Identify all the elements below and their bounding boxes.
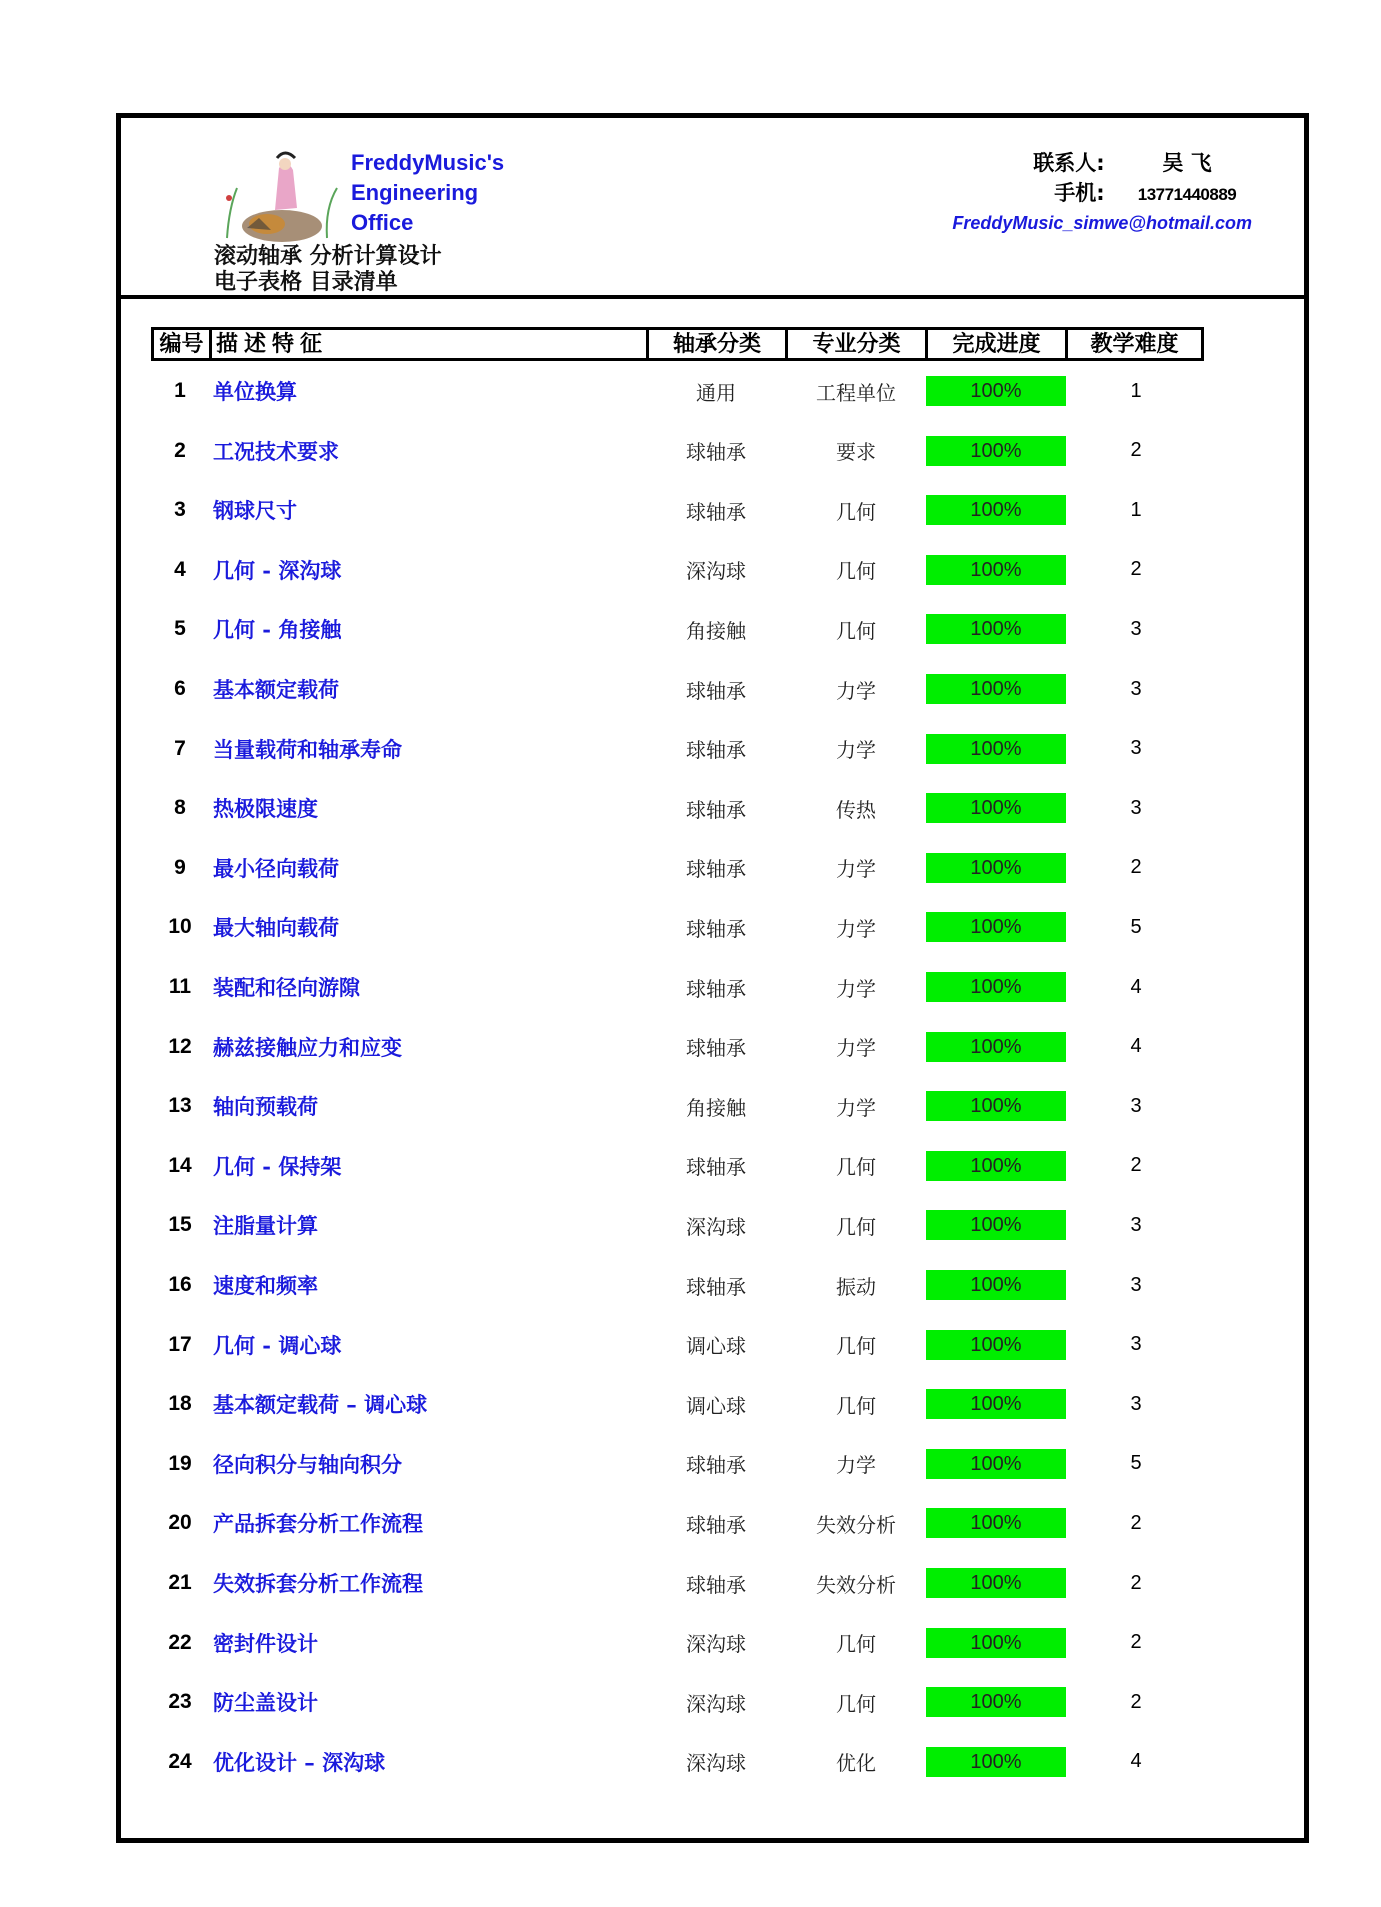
- row-description-link[interactable]: 最大轴向载荷: [213, 915, 339, 941]
- row-difficulty: 1: [1130, 379, 1142, 402]
- progress-cell: [926, 1687, 1066, 1717]
- row-difficulty: 4: [1130, 1035, 1142, 1058]
- table-row: [151, 967, 1211, 1007]
- table-row: [151, 431, 1211, 471]
- row-discipline: 传热: [836, 797, 876, 822]
- row-difficulty: 5: [1130, 915, 1142, 938]
- row-bearing-type: 深沟球: [686, 1691, 746, 1716]
- row-description-link[interactable]: 基本额定载荷 – 调心球: [213, 1392, 428, 1418]
- row-difficulty: 3: [1130, 677, 1142, 700]
- row-bearing-type: 调心球: [686, 1334, 746, 1359]
- row-discipline: 要求: [836, 440, 876, 465]
- progress-badge: 100%: [926, 376, 1066, 406]
- row-difficulty: 2: [1130, 1690, 1142, 1713]
- table-row: [151, 1563, 1211, 1603]
- table-row: [151, 1146, 1211, 1186]
- phone-number: 13771440889: [1137, 185, 1237, 204]
- progress-badge: 100%: [926, 1151, 1066, 1181]
- progress-badge: 100%: [926, 1568, 1066, 1598]
- progress-cell: [926, 674, 1066, 704]
- row-bearing-type: 球轴承: [686, 1453, 746, 1478]
- row-discipline: 几何: [836, 1691, 876, 1716]
- row-discipline: 几何: [836, 1214, 876, 1239]
- row-number: 11: [168, 975, 192, 998]
- row-number: 5: [174, 617, 186, 641]
- row-number: 18: [168, 1392, 192, 1416]
- progress-badge: 100%: [926, 1389, 1066, 1419]
- table-row: [151, 907, 1211, 947]
- progress-cell: [926, 1091, 1066, 1121]
- row-description-link[interactable]: 几何 - 调心球: [213, 1332, 342, 1358]
- row-discipline: 几何: [836, 1393, 876, 1418]
- row-description-link[interactable]: 几何 - 深沟球: [213, 557, 342, 583]
- header-no: 编号: [154, 330, 212, 358]
- table-row: [151, 788, 1211, 828]
- row-description-link[interactable]: 产品拆套分析工作流程: [213, 1511, 423, 1537]
- row-number: 4: [174, 557, 186, 581]
- row-bearing-type: 球轴承: [686, 1572, 746, 1597]
- table-row: [151, 1205, 1211, 1245]
- progress-cell: [926, 853, 1066, 883]
- progress-cell: [926, 1032, 1066, 1062]
- row-difficulty: 2: [1130, 1154, 1142, 1177]
- progress-badge: 100%: [926, 1330, 1066, 1360]
- row-discipline: 几何: [836, 1334, 876, 1359]
- row-number: 23: [168, 1690, 192, 1714]
- row-difficulty: 3: [1130, 1392, 1142, 1415]
- row-bearing-type: 深沟球: [686, 1751, 746, 1776]
- table-row: [151, 550, 1211, 590]
- progress-cell: [926, 1568, 1066, 1598]
- row-discipline: 力学: [836, 678, 876, 703]
- row-discipline: 几何: [836, 499, 876, 524]
- row-description-link[interactable]: 失效拆套分析工作流程: [213, 1571, 423, 1596]
- progress-cell: [926, 376, 1066, 406]
- header-progress: 完成进度: [928, 330, 1068, 358]
- header-discipline: 专业分类: [788, 330, 928, 358]
- row-difficulty: 4: [1130, 975, 1142, 998]
- row-description-link[interactable]: 装配和径向游隙: [213, 975, 360, 1000]
- row-discipline: 力学: [836, 1453, 876, 1478]
- progress-cell: [926, 1330, 1066, 1360]
- header-desc: 描述特征: [212, 330, 649, 358]
- row-number: 8: [174, 796, 186, 820]
- row-difficulty: 3: [1130, 1333, 1142, 1356]
- row-bearing-type: 球轴承: [686, 1036, 746, 1061]
- row-description-link[interactable]: 当量载荷和轴承寿命: [213, 736, 402, 762]
- row-description-link[interactable]: 基本额定载荷: [213, 677, 339, 702]
- progress-cell: [926, 614, 1066, 644]
- contact-label: 联系人:: [1033, 151, 1105, 175]
- row-number: 24: [168, 1749, 192, 1773]
- progress-badge: 100%: [926, 1628, 1066, 1658]
- row-bearing-type: 球轴承: [686, 976, 746, 1001]
- table-row: [151, 1682, 1211, 1722]
- row-difficulty: 3: [1130, 617, 1142, 640]
- row-number: 7: [174, 736, 186, 760]
- header-bearing-type: 轴承分类: [649, 330, 788, 358]
- header-difficulty: 教学难度: [1090, 331, 1179, 357]
- progress-badge: 100%: [926, 1508, 1066, 1538]
- contact-block: [832, 148, 1252, 238]
- progress-badge: 100%: [926, 674, 1066, 704]
- row-discipline: 优化: [836, 1751, 876, 1776]
- row-description-link[interactable]: 轴向预载荷: [213, 1094, 318, 1120]
- progress-badge: 100%: [926, 555, 1066, 585]
- row-description-link[interactable]: 几何 - 保持架: [213, 1153, 342, 1179]
- progress-badge: 100%: [926, 1091, 1066, 1121]
- row-bearing-type: 球轴承: [686, 1155, 746, 1180]
- row-bearing-type: 球轴承: [686, 440, 746, 465]
- row-number: 1: [174, 379, 186, 402]
- row-number: 15: [168, 1213, 192, 1237]
- table-row: [151, 848, 1211, 888]
- progress-badge: 100%: [926, 1032, 1066, 1062]
- row-discipline: 失效分析: [816, 1512, 896, 1537]
- row-description-link[interactable]: 径向积分与轴向积分: [213, 1451, 402, 1477]
- row-bearing-type: 球轴承: [686, 678, 746, 703]
- table-row: [151, 1325, 1211, 1365]
- table-row: [151, 1027, 1211, 1067]
- progress-cell: [926, 555, 1066, 585]
- progress-cell: [926, 972, 1066, 1002]
- progress-badge: 100%: [926, 495, 1066, 525]
- row-description-link[interactable]: 最小径向载荷: [213, 855, 339, 881]
- row-number: 10: [168, 915, 192, 939]
- table-row: [151, 609, 1211, 649]
- progress-badge: 100%: [926, 436, 1066, 466]
- subtitle-line: 电子表格 目录清单: [214, 269, 398, 295]
- table-row: [151, 1384, 1211, 1424]
- row-description-link[interactable]: 钢球尺寸: [213, 498, 297, 524]
- row-difficulty: 3: [1130, 796, 1142, 819]
- row-discipline: 几何: [836, 618, 876, 643]
- row-number: 12: [168, 1034, 192, 1058]
- progress-cell: [926, 1210, 1066, 1240]
- progress-cell: [926, 1747, 1066, 1777]
- progress-badge: 100%: [926, 793, 1066, 823]
- row-description-link[interactable]: 热极限速度: [213, 796, 318, 822]
- row-bearing-type: 调心球: [686, 1393, 746, 1418]
- row-difficulty: 2: [1130, 1571, 1142, 1594]
- row-number: 16: [168, 1273, 192, 1296]
- progress-badge: 100%: [926, 614, 1066, 644]
- row-bearing-type: 深沟球: [686, 559, 746, 584]
- table-row: [151, 669, 1211, 709]
- row-discipline: 力学: [836, 976, 876, 1001]
- row-number: 21: [168, 1571, 192, 1594]
- row-difficulty: 2: [1130, 856, 1142, 879]
- row-discipline: 几何: [836, 1632, 876, 1657]
- table-row: [151, 1086, 1211, 1126]
- progress-cell: [926, 436, 1066, 466]
- row-bearing-type: 球轴承: [686, 1512, 746, 1537]
- contact-name: 吴 飞: [1162, 151, 1212, 175]
- table-row: [151, 729, 1211, 769]
- company-line: Office: [351, 210, 414, 235]
- row-bearing-type: 球轴承: [686, 857, 746, 882]
- page-frame: [116, 113, 1309, 1843]
- row-description-link[interactable]: 工况技术要求: [213, 438, 339, 464]
- table-row: [151, 1742, 1211, 1782]
- row-bearing-type: 深沟球: [686, 1214, 746, 1239]
- header-divider: [121, 295, 1304, 299]
- row-difficulty: 3: [1130, 1273, 1142, 1296]
- progress-badge: 100%: [926, 1210, 1066, 1240]
- table-header: [151, 327, 1204, 361]
- progress-cell: [926, 1628, 1066, 1658]
- row-difficulty: 4: [1130, 1750, 1142, 1773]
- row-difficulty: 2: [1130, 439, 1142, 462]
- row-description-link[interactable]: 防尘盖设计: [213, 1690, 318, 1716]
- table-row: [151, 1265, 1211, 1305]
- row-number: 9: [174, 855, 186, 879]
- row-bearing-type: 深沟球: [686, 1632, 746, 1657]
- row-number: 19: [168, 1451, 192, 1475]
- row-number: 3: [174, 498, 186, 522]
- row-number: 17: [168, 1332, 192, 1356]
- row-description-link[interactable]: 速度和频率: [213, 1273, 318, 1298]
- table-row: [151, 1623, 1211, 1663]
- progress-cell: [926, 912, 1066, 942]
- row-bearing-type: 角接触: [686, 1095, 746, 1120]
- row-number: 6: [174, 677, 186, 700]
- row-number: 20: [168, 1511, 192, 1535]
- progress-cell: [926, 495, 1066, 525]
- row-bearing-type: 球轴承: [686, 738, 746, 763]
- row-difficulty: 2: [1130, 558, 1142, 581]
- progress-cell: [926, 734, 1066, 764]
- progress-cell: [926, 793, 1066, 823]
- company-line: FreddyMusic's: [351, 150, 505, 175]
- progress-badge: 100%: [926, 734, 1066, 764]
- row-description-link[interactable]: 注脂量计算: [213, 1213, 318, 1239]
- logo-illustration-icon: [207, 148, 357, 248]
- document-subtitle: [214, 243, 442, 295]
- row-difficulty: 1: [1130, 498, 1142, 521]
- row-discipline: 力学: [836, 857, 876, 882]
- table-row: [151, 490, 1211, 530]
- row-discipline: 失效分析: [816, 1572, 896, 1597]
- row-description-link[interactable]: 密封件设计: [213, 1630, 318, 1656]
- progress-badge: 100%: [926, 1747, 1066, 1777]
- row-bearing-type: 通用: [696, 380, 736, 405]
- row-discipline: 几何: [836, 559, 876, 584]
- row-bearing-type: 球轴承: [686, 499, 746, 524]
- row-discipline: 力学: [836, 738, 876, 763]
- row-number: 2: [174, 438, 186, 462]
- row-difficulty: 3: [1130, 1094, 1142, 1117]
- row-discipline: 力学: [836, 916, 876, 941]
- row-description-link[interactable]: 优化设计 – 深沟球: [213, 1749, 386, 1775]
- row-difficulty: 3: [1130, 737, 1142, 760]
- row-difficulty: 2: [1130, 1511, 1142, 1534]
- company-name: [351, 148, 504, 238]
- phone-label: 手机:: [1054, 181, 1105, 205]
- row-bearing-type: 球轴承: [686, 1274, 746, 1299]
- row-difficulty: 5: [1130, 1452, 1142, 1475]
- progress-badge: 100%: [926, 972, 1066, 1002]
- row-discipline: 力学: [836, 1095, 876, 1120]
- row-description-link[interactable]: 几何 - 角接触: [213, 617, 342, 643]
- progress-badge: 100%: [926, 1687, 1066, 1717]
- row-discipline: 几何: [836, 1155, 876, 1180]
- row-number: 13: [168, 1094, 192, 1118]
- row-number: 14: [168, 1153, 192, 1177]
- row-discipline: 振动: [836, 1274, 876, 1299]
- progress-badge: 100%: [926, 853, 1066, 883]
- row-description-link[interactable]: 单位换算: [213, 379, 297, 404]
- row-discipline: 工程单位: [816, 380, 896, 405]
- progress-cell: [926, 1389, 1066, 1419]
- row-discipline: 力学: [836, 1036, 876, 1061]
- email-link[interactable]: FreddyMusic_simwe@hotmail.com: [952, 213, 1252, 233]
- row-difficulty: 2: [1130, 1631, 1142, 1654]
- progress-badge: 100%: [926, 912, 1066, 942]
- progress-cell: [926, 1151, 1066, 1181]
- subtitle-line: 滚动轴承 分析计算设计: [214, 243, 442, 269]
- table-row: [151, 1503, 1211, 1543]
- progress-cell: [926, 1508, 1066, 1538]
- progress-cell: [926, 1449, 1066, 1479]
- row-number: 22: [168, 1630, 192, 1654]
- row-bearing-type: 角接触: [686, 618, 746, 643]
- progress-badge: 100%: [926, 1449, 1066, 1479]
- row-difficulty: 3: [1130, 1213, 1142, 1236]
- table-row: [151, 371, 1211, 411]
- row-bearing-type: 球轴承: [686, 916, 746, 941]
- table-row: [151, 1444, 1211, 1484]
- progress-badge: 100%: [926, 1270, 1066, 1300]
- row-description-link[interactable]: 赫兹接触应力和应变: [213, 1034, 402, 1060]
- row-bearing-type: 球轴承: [686, 797, 746, 822]
- progress-cell: [926, 1270, 1066, 1300]
- company-line: Engineering: [351, 180, 479, 205]
